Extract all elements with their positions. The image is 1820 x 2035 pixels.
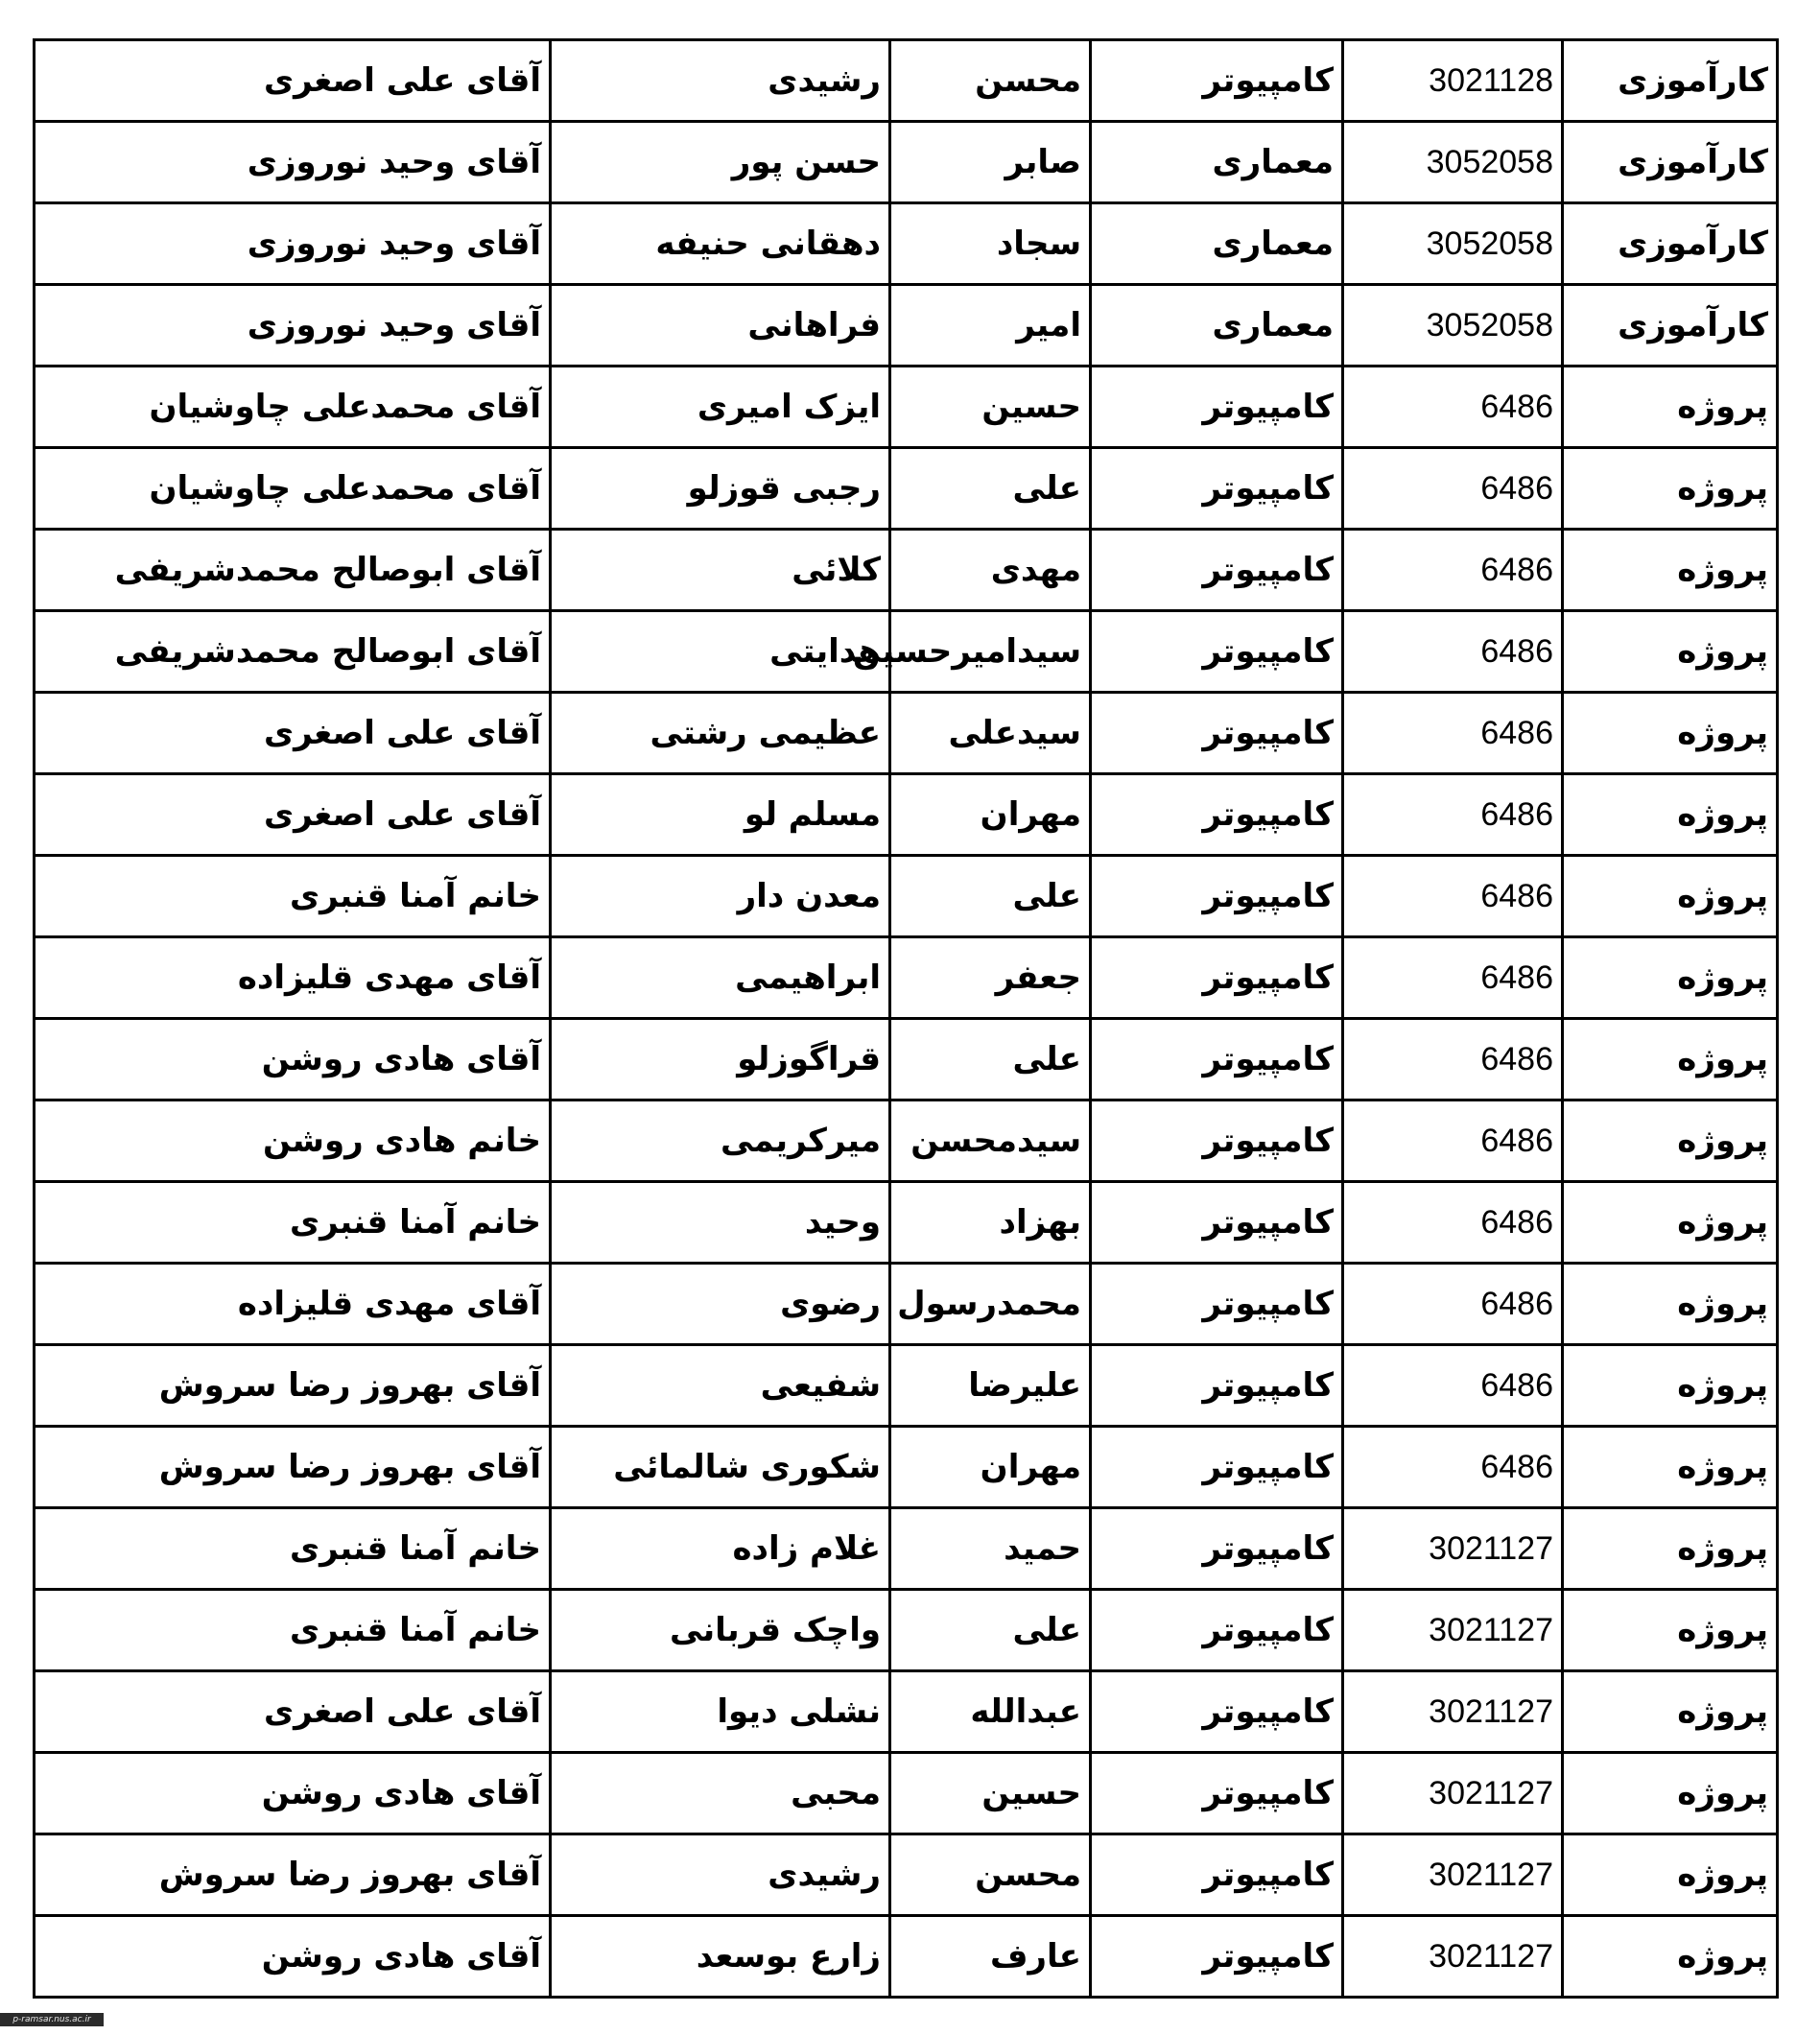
cell-last-name: ابراهیمی bbox=[551, 937, 890, 1019]
cell-course-code: 6486 bbox=[1343, 774, 1563, 856]
cell-field: کامپیوتر bbox=[1091, 1427, 1343, 1508]
cell-course-code: 3052058 bbox=[1343, 203, 1563, 285]
cell-first-name: سجاد bbox=[890, 203, 1091, 285]
table-row bbox=[35, 774, 1778, 856]
cell-last-name: محبی bbox=[551, 1753, 890, 1834]
cell-type: کارآموزی bbox=[1563, 203, 1778, 285]
cell-last-name: هدایتی bbox=[551, 611, 890, 693]
cell-field: کامپیوتر bbox=[1091, 856, 1343, 937]
table-row bbox=[35, 1019, 1778, 1100]
cell-course-code: 3021128 bbox=[1343, 40, 1563, 122]
table-row bbox=[35, 693, 1778, 774]
cell-field: کامپیوتر bbox=[1091, 530, 1343, 611]
cell-type: کارآموزی bbox=[1563, 40, 1778, 122]
cell-course-code: 6486 bbox=[1343, 693, 1563, 774]
cell-field: کامپیوتر bbox=[1091, 40, 1343, 122]
cell-first-name: محسن bbox=[890, 40, 1091, 122]
cell-first-name: علی bbox=[890, 856, 1091, 937]
cell-course-code: 6486 bbox=[1343, 1019, 1563, 1100]
cell-advisor: آقای علی اصغری bbox=[35, 1671, 551, 1753]
cell-advisor: آقای بهروز رضا سروش bbox=[35, 1427, 551, 1508]
cell-course-code: 6486 bbox=[1343, 937, 1563, 1019]
cell-advisor: خانم آمنا قنبری bbox=[35, 1590, 551, 1671]
cell-first-name: جعفر bbox=[890, 937, 1091, 1019]
cell-first-name: عبدالله bbox=[890, 1671, 1091, 1753]
table-row bbox=[35, 530, 1778, 611]
cell-first-name: علیرضا bbox=[890, 1345, 1091, 1427]
table-row bbox=[35, 937, 1778, 1019]
table-row bbox=[35, 203, 1778, 285]
cell-first-name: مهدی bbox=[890, 530, 1091, 611]
cell-first-name: مهران bbox=[890, 774, 1091, 856]
cell-course-code: 6486 bbox=[1343, 448, 1563, 530]
cell-type: پروژه bbox=[1563, 1671, 1778, 1753]
cell-advisor: آقای وحید نوروزی bbox=[35, 122, 551, 203]
cell-type: پروژه bbox=[1563, 937, 1778, 1019]
table-row bbox=[35, 1753, 1778, 1834]
cell-field: کامپیوتر bbox=[1091, 693, 1343, 774]
table-row bbox=[35, 40, 1778, 122]
cell-advisor: آقای علی اصغری bbox=[35, 693, 551, 774]
table-row bbox=[35, 1590, 1778, 1671]
cell-field: کامپیوتر bbox=[1091, 1182, 1343, 1264]
cell-advisor: آقای مهدی قلیزاده bbox=[35, 937, 551, 1019]
cell-type: پروژه bbox=[1563, 1182, 1778, 1264]
cell-first-name: سیدامیرحسین bbox=[890, 611, 1091, 693]
cell-first-name: مهران bbox=[890, 1427, 1091, 1508]
cell-type: کارآموزی bbox=[1563, 122, 1778, 203]
cell-advisor: آقای ابوصالح محمدشریفی bbox=[35, 611, 551, 693]
cell-advisor: آقای علی اصغری bbox=[35, 774, 551, 856]
cell-last-name: رشیدی bbox=[551, 40, 890, 122]
cell-type: پروژه bbox=[1563, 1100, 1778, 1182]
cell-last-name: وحید bbox=[551, 1182, 890, 1264]
cell-advisor: آقای وحید نوروزی bbox=[35, 203, 551, 285]
cell-course-code: 6486 bbox=[1343, 367, 1563, 448]
cell-course-code: 6486 bbox=[1343, 856, 1563, 937]
cell-type: پروژه bbox=[1563, 1427, 1778, 1508]
table-row bbox=[35, 1916, 1778, 1998]
cell-field: کامپیوتر bbox=[1091, 1508, 1343, 1590]
cell-type: پروژه bbox=[1563, 1345, 1778, 1427]
cell-field: کامپیوتر bbox=[1091, 1345, 1343, 1427]
cell-first-name: سیدمحسن bbox=[890, 1100, 1091, 1182]
table-row bbox=[35, 1671, 1778, 1753]
cell-last-name: غلام زاده bbox=[551, 1508, 890, 1590]
cell-advisor: آقای محمدعلی چاوشیان bbox=[35, 367, 551, 448]
cell-first-name: صابر bbox=[890, 122, 1091, 203]
cell-first-name: عارف bbox=[890, 1916, 1091, 1998]
cell-type: پروژه bbox=[1563, 1264, 1778, 1345]
cell-last-name: عظیمی رشتی bbox=[551, 693, 890, 774]
cell-course-code: 6486 bbox=[1343, 530, 1563, 611]
cell-field: معماری bbox=[1091, 285, 1343, 367]
cell-field: کامپیوتر bbox=[1091, 1834, 1343, 1916]
table-row bbox=[35, 448, 1778, 530]
table-row bbox=[35, 1834, 1778, 1916]
cell-last-name: حسن پور bbox=[551, 122, 890, 203]
cell-last-name: رضوی bbox=[551, 1264, 890, 1345]
cell-type: پروژه bbox=[1563, 367, 1778, 448]
table-row bbox=[35, 1100, 1778, 1182]
cell-field: کامپیوتر bbox=[1091, 1753, 1343, 1834]
cell-advisor: آقای بهروز رضا سروش bbox=[35, 1345, 551, 1427]
cell-first-name: علی bbox=[890, 448, 1091, 530]
cell-last-name: معدن دار bbox=[551, 856, 890, 937]
site-badge-logo: p-ramsar.nus.ac.ir bbox=[0, 2013, 104, 2026]
cell-first-name: حمید bbox=[890, 1508, 1091, 1590]
cell-field: کامپیوتر bbox=[1091, 1019, 1343, 1100]
cell-course-code: 3021127 bbox=[1343, 1508, 1563, 1590]
cell-type: پروژه bbox=[1563, 1753, 1778, 1834]
cell-field: معماری bbox=[1091, 122, 1343, 203]
cell-field: کامپیوتر bbox=[1091, 937, 1343, 1019]
roster-body bbox=[35, 40, 1778, 1998]
cell-last-name: میرکریمی bbox=[551, 1100, 890, 1182]
cell-first-name: محسن bbox=[890, 1834, 1091, 1916]
cell-type: پروژه bbox=[1563, 774, 1778, 856]
cell-first-name: امیر bbox=[890, 285, 1091, 367]
cell-last-name: رجبی قوزلو bbox=[551, 448, 890, 530]
cell-first-name: بهزاد bbox=[890, 1182, 1091, 1264]
cell-course-code: 3021127 bbox=[1343, 1834, 1563, 1916]
table-row bbox=[35, 1182, 1778, 1264]
cell-last-name: شفیعی bbox=[551, 1345, 890, 1427]
cell-advisor: آقای ابوصالح محمدشریفی bbox=[35, 530, 551, 611]
cell-course-code: 3021127 bbox=[1343, 1916, 1563, 1998]
cell-first-name: سیدعلی bbox=[890, 693, 1091, 774]
cell-field: کامپیوتر bbox=[1091, 448, 1343, 530]
cell-type: پروژه bbox=[1563, 856, 1778, 937]
cell-field: کامپیوتر bbox=[1091, 367, 1343, 448]
cell-advisor: خانم آمنا قنبری bbox=[35, 1508, 551, 1590]
cell-course-code: 6486 bbox=[1343, 1345, 1563, 1427]
cell-first-name: محمدرسول bbox=[890, 1264, 1091, 1345]
cell-advisor: آقای بهروز رضا سروش bbox=[35, 1834, 551, 1916]
cell-last-name: قراگوزلو bbox=[551, 1019, 890, 1100]
cell-last-name: مسلم لو bbox=[551, 774, 890, 856]
cell-field: کامپیوتر bbox=[1091, 1590, 1343, 1671]
cell-last-name: رشیدی bbox=[551, 1834, 890, 1916]
table-row bbox=[35, 285, 1778, 367]
cell-course-code: 6486 bbox=[1343, 1182, 1563, 1264]
cell-type: پروژه bbox=[1563, 530, 1778, 611]
cell-first-name: حسین bbox=[890, 1753, 1091, 1834]
cell-advisor: آقای هادی روشن bbox=[35, 1753, 551, 1834]
cell-field: کامپیوتر bbox=[1091, 774, 1343, 856]
cell-course-code: 3052058 bbox=[1343, 122, 1563, 203]
table-row bbox=[35, 1508, 1778, 1590]
cell-course-code: 6486 bbox=[1343, 1264, 1563, 1345]
cell-advisor: خانم آمنا قنبری bbox=[35, 1182, 551, 1264]
cell-course-code: 6486 bbox=[1343, 1427, 1563, 1508]
table-row bbox=[35, 1345, 1778, 1427]
cell-type: پروژه bbox=[1563, 693, 1778, 774]
cell-type: پروژه bbox=[1563, 611, 1778, 693]
cell-type: پروژه bbox=[1563, 1916, 1778, 1998]
student-roster-table bbox=[33, 38, 1779, 1999]
cell-course-code: 3021127 bbox=[1343, 1590, 1563, 1671]
cell-last-name: نشلی دیوا bbox=[551, 1671, 890, 1753]
table-row bbox=[35, 367, 1778, 448]
table-row bbox=[35, 1264, 1778, 1345]
cell-field: کامپیوتر bbox=[1091, 1264, 1343, 1345]
cell-field: کامپیوتر bbox=[1091, 1671, 1343, 1753]
cell-field: کامپیوتر bbox=[1091, 611, 1343, 693]
cell-last-name: دهقانی حنیفه bbox=[551, 203, 890, 285]
cell-field: کامپیوتر bbox=[1091, 1100, 1343, 1182]
table-row bbox=[35, 856, 1778, 937]
cell-field: معماری bbox=[1091, 203, 1343, 285]
cell-type: پروژه bbox=[1563, 1508, 1778, 1590]
cell-type: پروژه bbox=[1563, 448, 1778, 530]
cell-last-name: کلائی bbox=[551, 530, 890, 611]
table-row bbox=[35, 611, 1778, 693]
cell-first-name: علی bbox=[890, 1590, 1091, 1671]
cell-type: کارآموزی bbox=[1563, 285, 1778, 367]
cell-last-name: شکوری شالمائی bbox=[551, 1427, 890, 1508]
cell-advisor: آقای هادی روشن bbox=[35, 1019, 551, 1100]
cell-last-name: زارع بوسعد bbox=[551, 1916, 890, 1998]
cell-advisor: آقای محمدعلی چاوشیان bbox=[35, 448, 551, 530]
cell-type: پروژه bbox=[1563, 1019, 1778, 1100]
table-row bbox=[35, 122, 1778, 203]
cell-field: کامپیوتر bbox=[1091, 1916, 1343, 1998]
cell-advisor: خانم هادی روشن bbox=[35, 1100, 551, 1182]
cell-course-code: 3052058 bbox=[1343, 285, 1563, 367]
table-row bbox=[35, 1427, 1778, 1508]
cell-advisor: آقای علی اصغری bbox=[35, 40, 551, 122]
cell-advisor: آقای مهدی قلیزاده bbox=[35, 1264, 551, 1345]
cell-type: پروژه bbox=[1563, 1834, 1778, 1916]
cell-course-code: 3021127 bbox=[1343, 1671, 1563, 1753]
cell-first-name: علی bbox=[890, 1019, 1091, 1100]
cell-course-code: 6486 bbox=[1343, 1100, 1563, 1182]
cell-type: پروژه bbox=[1563, 1590, 1778, 1671]
cell-course-code: 6486 bbox=[1343, 611, 1563, 693]
cell-advisor: خانم آمنا قنبری bbox=[35, 856, 551, 937]
cell-last-name: واچک قربانی bbox=[551, 1590, 890, 1671]
cell-advisor: آقای هادی روشن bbox=[35, 1916, 551, 1998]
cell-first-name: حسین bbox=[890, 367, 1091, 448]
cell-last-name: ایزک امیری bbox=[551, 367, 890, 448]
cell-last-name: فراهانی bbox=[551, 285, 890, 367]
cell-advisor: آقای وحید نوروزی bbox=[35, 285, 551, 367]
cell-course-code: 3021127 bbox=[1343, 1753, 1563, 1834]
